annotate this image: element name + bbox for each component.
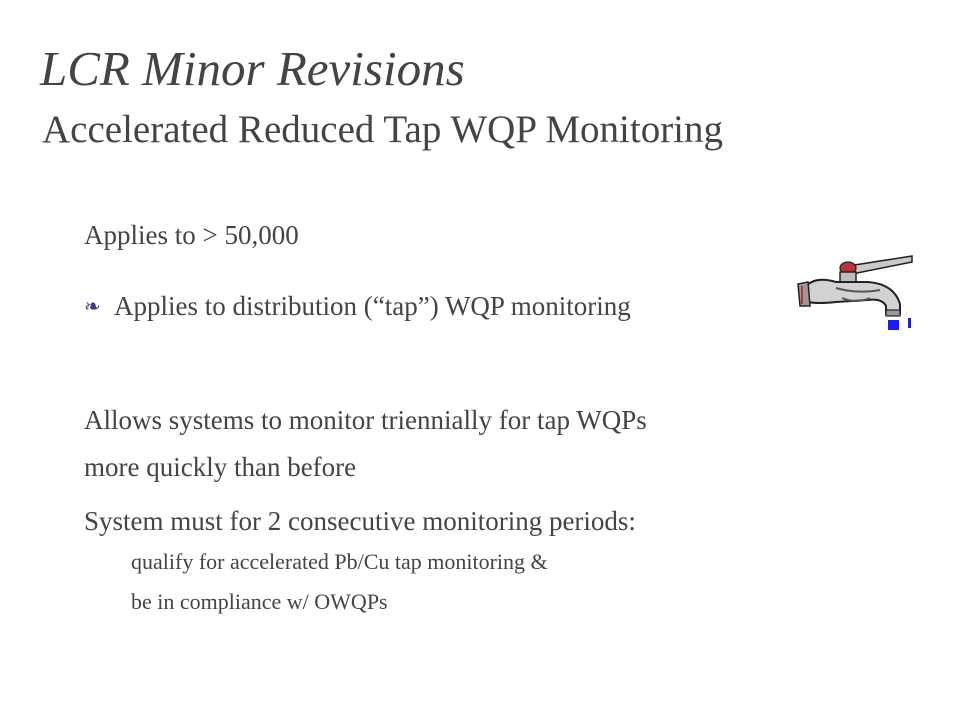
subpoint-compliance-owqps: be in compliance w/ OWQPs — [131, 589, 388, 614]
slide-title: LCR Minor Revisions — [40, 41, 465, 96]
subpoint-text: Applies to distribution (“tap”) WQP monitoring — [114, 291, 631, 321]
slide-subtitle: Accelerated Reduced Tap WQP Monitoring — [42, 108, 724, 151]
subpoint-applies-distribution — [84, 291, 631, 322]
decorative-leaf-bullet-icon: ❧ — [84, 296, 101, 318]
subpoint-qualify-pbcu: qualify for accelerated Pb/Cu tap monitoring & — [131, 549, 548, 574]
point-allows-triennial: Allows systems to monitor triennially for tap WQPs — [84, 405, 647, 435]
point-applies-population: Applies to > 50,000 — [84, 220, 299, 250]
point-system-must: System must for 2 consecutive monitoring periods: — [84, 506, 636, 536]
point-allows-triennial-cont: more quickly than before — [84, 452, 357, 482]
water-faucet-icon — [796, 248, 916, 338]
